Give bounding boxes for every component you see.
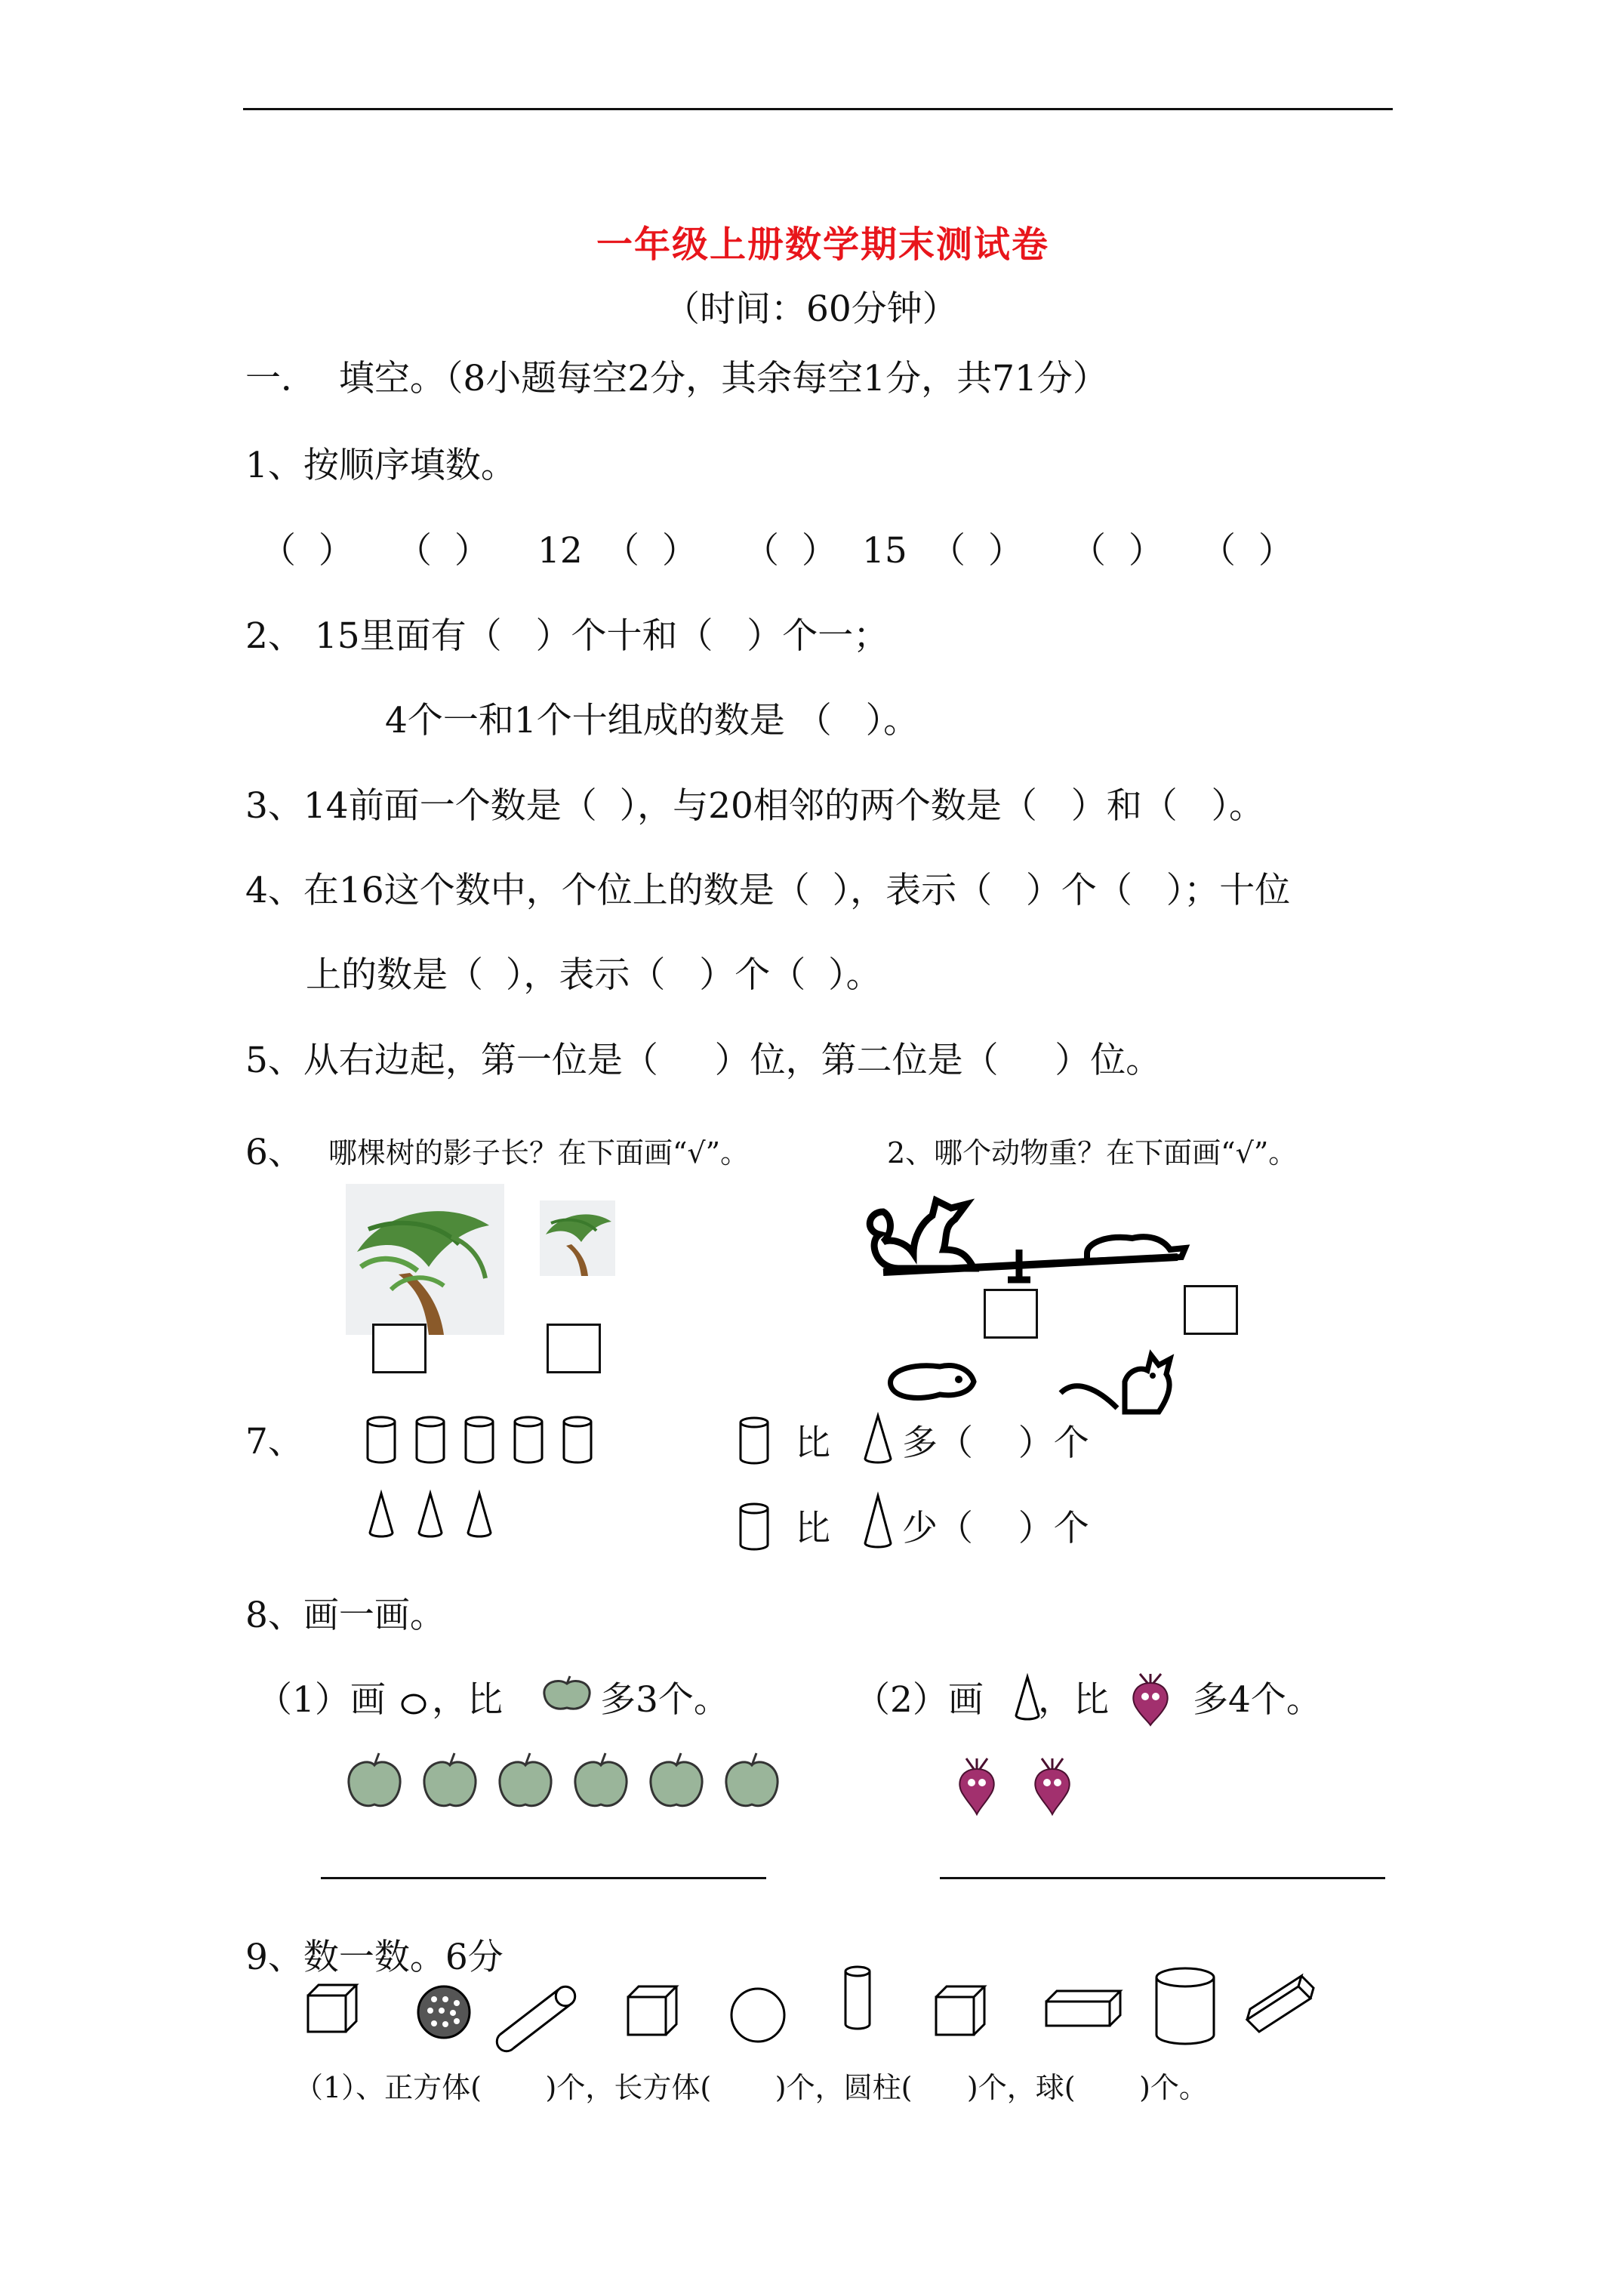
cone-icon-compare-1 <box>861 1413 895 1465</box>
q1-seq-3[interactable]: （ ） <box>604 530 698 572</box>
q8-part2-tail: 多4个。 <box>1193 1679 1322 1721</box>
q7-number: 7、 <box>245 1421 303 1462</box>
cube-icon <box>628 1986 676 2035</box>
seesaw-animals-image <box>861 1197 1208 1291</box>
q7-compare2-tail: 少（ ）个 <box>902 1508 1089 1549</box>
cone-icon-compare-2 <box>861 1493 895 1549</box>
radish-icon-row <box>953 1755 1081 1817</box>
q1-label: 1、按顺序填数。 <box>245 445 516 486</box>
radish-icon-small <box>1126 1672 1175 1727</box>
rabbit-image <box>883 1355 981 1404</box>
tree-answer-box-2[interactable] <box>547 1324 601 1373</box>
big-tree-image <box>346 1184 504 1335</box>
apple-icon-small <box>540 1675 594 1714</box>
page-subtitle: （时间：60分钟） <box>664 288 958 330</box>
q8-part1-prefix: （1）画 <box>257 1679 386 1721</box>
q1-seq-6[interactable]: （ ） <box>930 530 1024 572</box>
tree-answer-box-1[interactable] <box>372 1324 427 1373</box>
q7-compare1-tail: 多（ ）个 <box>902 1422 1089 1464</box>
q7-compare1-word: 比 <box>795 1422 830 1464</box>
q8-answer-line-1[interactable] <box>321 1877 766 1879</box>
page-title: 一年级上册数学期末测试卷 <box>596 223 1050 266</box>
cube-icon <box>936 1986 984 2035</box>
q1-seq-0[interactable]: （ ） <box>260 530 354 572</box>
q9-label: 9、数一数。6分 <box>245 1937 504 1978</box>
q4-line2: 上的数是（ ），表示（ ）个（ ）。 <box>306 954 882 996</box>
q8-part2-prefix: （2）画 <box>855 1679 984 1721</box>
q8-part1-mid: ，比 <box>432 1679 503 1721</box>
q9-answer-line: （1）、正方体( )个，长方体( )个，圆柱( )个，球( )个。 <box>294 2071 1208 2104</box>
cylinder-icon <box>1156 1968 1214 2044</box>
cube-icon <box>308 1985 356 2032</box>
q1-seq-5: 15 <box>862 530 907 572</box>
q1-seq-1[interactable]: （ ） <box>396 530 490 572</box>
cuboid-icon <box>1046 1991 1120 2026</box>
q6-part-b: 2、哪个动物重？在下面画“√”。 <box>887 1136 1298 1170</box>
q7-compare2-word: 比 <box>795 1508 830 1549</box>
q5-text: 5、从右边起，第一位是（ ）位，第二位是（ ）位。 <box>245 1040 1162 1081</box>
q8-label: 8、画一画。 <box>245 1595 445 1636</box>
apple-icon-row <box>346 1750 782 1812</box>
q1-seq-8[interactable]: （ ） <box>1200 530 1294 572</box>
header-rule <box>243 108 1393 110</box>
q4-line1: 4、在16这个数中，个位上的数是（ ），表示（ ）个（ ）；十位 <box>245 870 1291 911</box>
small-tree-image <box>540 1200 615 1276</box>
cat-image <box>1053 1344 1189 1419</box>
sphere-icon <box>731 1989 784 2042</box>
q1-seq-7[interactable]: （ ） <box>1070 530 1164 572</box>
cone-icon-row <box>366 1491 502 1538</box>
q8-part2-mid: ，比 <box>1038 1679 1109 1721</box>
animal-answer-box-1[interactable] <box>984 1289 1038 1339</box>
cylinder-icon-row <box>366 1416 600 1465</box>
q3-text: 3、14前面一个数是（ ），与20相邻的两个数是（ ）和（ ）。 <box>245 785 1265 827</box>
q8-part1-tail: 多3个。 <box>600 1679 729 1721</box>
cylinder-icon <box>845 1967 870 2029</box>
lying-cylinder-icon <box>497 1986 574 2051</box>
q2-line2: 4个一和1个十组成的数是 （ ）。 <box>385 700 919 741</box>
q6-part-a: 哪棵树的影子长？在下面画“√”。 <box>328 1136 750 1170</box>
q6-number: 6、 <box>245 1132 303 1173</box>
q2-line1: 2、 15里面有（ ）个十和（ ）个一； <box>245 615 889 657</box>
cylinder-icon-compare-1 <box>738 1416 770 1465</box>
animal-answer-box-2[interactable] <box>1184 1285 1238 1335</box>
cuboid-icon <box>1247 1976 1313 2032</box>
q1-seq-4[interactable]: （ ） <box>744 530 837 572</box>
q1-seq-2: 12 <box>537 530 583 572</box>
solid-shapes-row <box>302 1965 1321 2057</box>
q8-answer-line-2[interactable] <box>940 1877 1385 1879</box>
circle-icon <box>400 1693 427 1715</box>
cylinder-icon-compare-2 <box>738 1502 770 1551</box>
section-heading: 一． 填空。（8小题每空2分，其余每空1分，共71分） <box>245 358 1108 399</box>
